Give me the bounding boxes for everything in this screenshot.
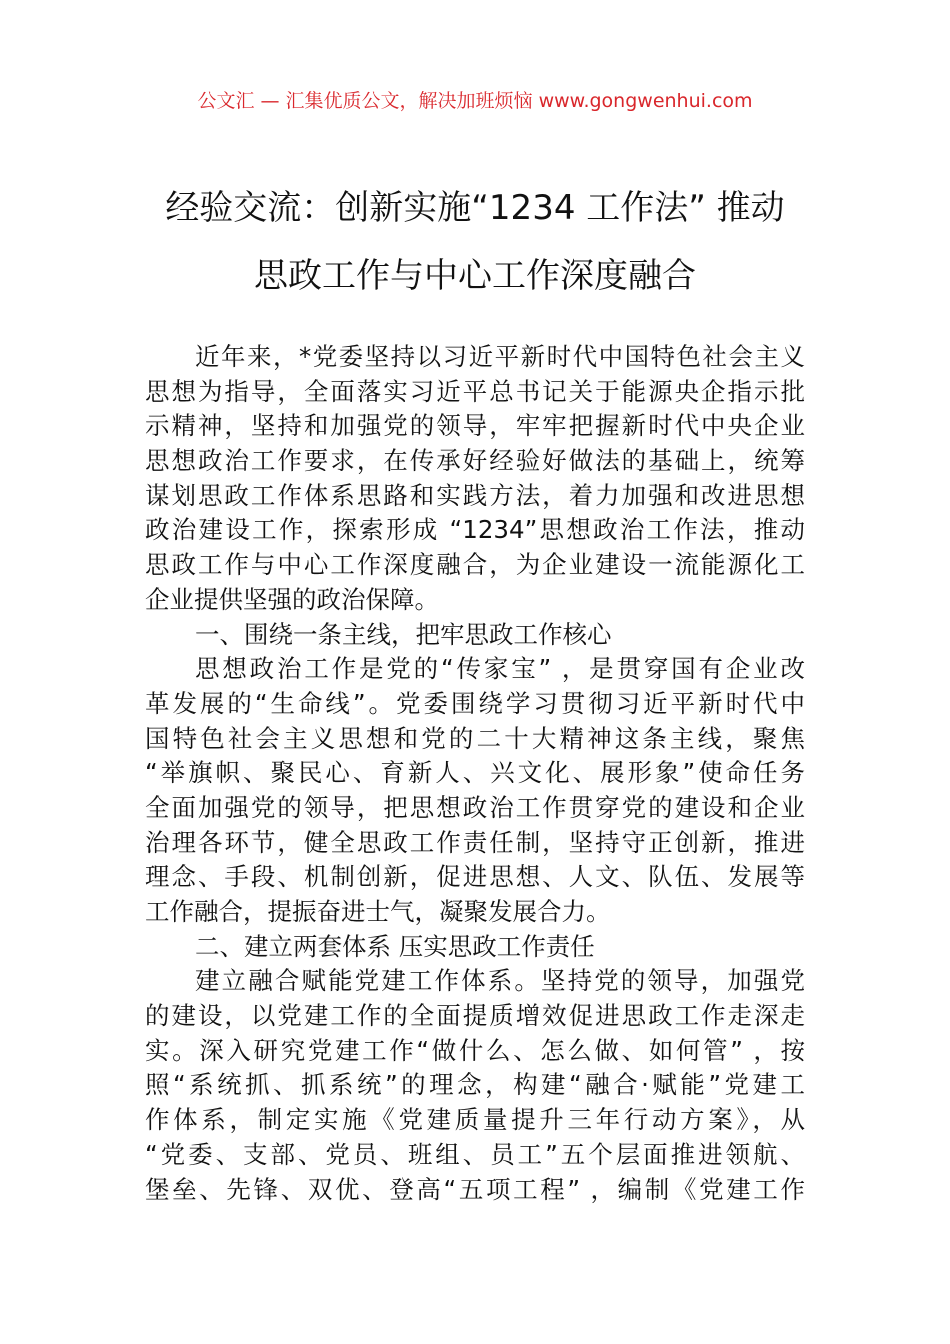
document-title-line-1: 经验交流：创新实施“1234 工作法” 推动 bbox=[165, 188, 785, 228]
body-text-line: 治理各环节，健全思政工作责任制，坚持守正创新，推进 bbox=[145, 827, 805, 857]
body-text-line: “举旗帜、聚民心、育新人、兴文化、展形象”使命任务 bbox=[145, 758, 805, 788]
body-text-line: 的建设，以党建工作的全面提质增效促进思政工作走深走 bbox=[145, 1001, 805, 1031]
document-title-line-2: 思政工作与中心工作深度融合 bbox=[254, 256, 696, 296]
body-text-line: 一、围绕一条主线，把牢思政工作核心 bbox=[195, 619, 612, 649]
body-text-line: 思政工作与中心工作深度融合，为企业建设一流能源化工 bbox=[145, 550, 805, 580]
body-text-line: 思想为指导，全面落实习近平总书记关于能源央企指示批 bbox=[145, 376, 805, 406]
body-text-line: 工作融合，提振奋进士气，凝聚发展合力。 bbox=[145, 897, 611, 926]
body-text-line: 政治建设工作，探索形成 “1234”思想政治工作法，推动 bbox=[145, 515, 805, 545]
body-text-line: 国特色社会主义思想和党的二十大精神这条主线，聚焦 bbox=[145, 723, 805, 753]
body-text-line: 二、建立两套体系 压实思政工作责任 bbox=[195, 931, 595, 961]
body-text-line: 企业提供坚强的政治保障。 bbox=[145, 584, 439, 614]
body-text-line: 堡垒、先锋、双优、登高“五项工程” ，编制《党建工作 bbox=[145, 1174, 805, 1204]
body-text-line: 思想政治工作是党的“传家宝” ，是贯穿国有企业改 bbox=[195, 654, 805, 684]
body-text-line: 作体系，制定实施《党建质量提升三年行动方案》，从 bbox=[145, 1105, 805, 1135]
document-body bbox=[145, 340, 805, 1207]
body-text-line: 实。深入研究党建工作“做什么、怎么做、如何管” ，按 bbox=[145, 1035, 805, 1065]
body-text-line: 近年来，*党委坚持以习近平新时代中国特色社会主义 bbox=[195, 342, 805, 371]
body-text-line: 谋划思政工作体系思路和实践方法，着力加强和改进思想 bbox=[145, 480, 805, 510]
body-text-line: 示精神，坚持和加强党的领导，牢牢把握新时代中央企业 bbox=[145, 411, 805, 441]
body-text-line: “党委、支部、党员、班组、员工”五个层面推进领航、 bbox=[145, 1139, 805, 1169]
body-text-line: 革发展的“生命线”。党委围绕学习贯彻习近平新时代中 bbox=[145, 688, 805, 718]
body-text-line: 建立融合赋能党建工作体系。坚持党的领导，加强党 bbox=[195, 966, 805, 996]
body-text-line: 思想政治工作要求，在传承好经验好做法的基础上，统筹 bbox=[145, 446, 805, 476]
site-header-banner: 公文汇 — 汇集优质公文，解决加班烦恼 www.gongwenhui.com bbox=[197, 90, 753, 112]
body-text-line: 理念、手段、机制创新，促进思想、人文、队伍、发展等 bbox=[145, 862, 805, 892]
body-text-line: 照“系统抓、抓系统”的理念，构建“融合·赋能”党建工 bbox=[145, 1070, 805, 1100]
body-text-line: 全面加强党的领导，把思想政治工作贯穿党的建设和企业 bbox=[145, 792, 805, 822]
